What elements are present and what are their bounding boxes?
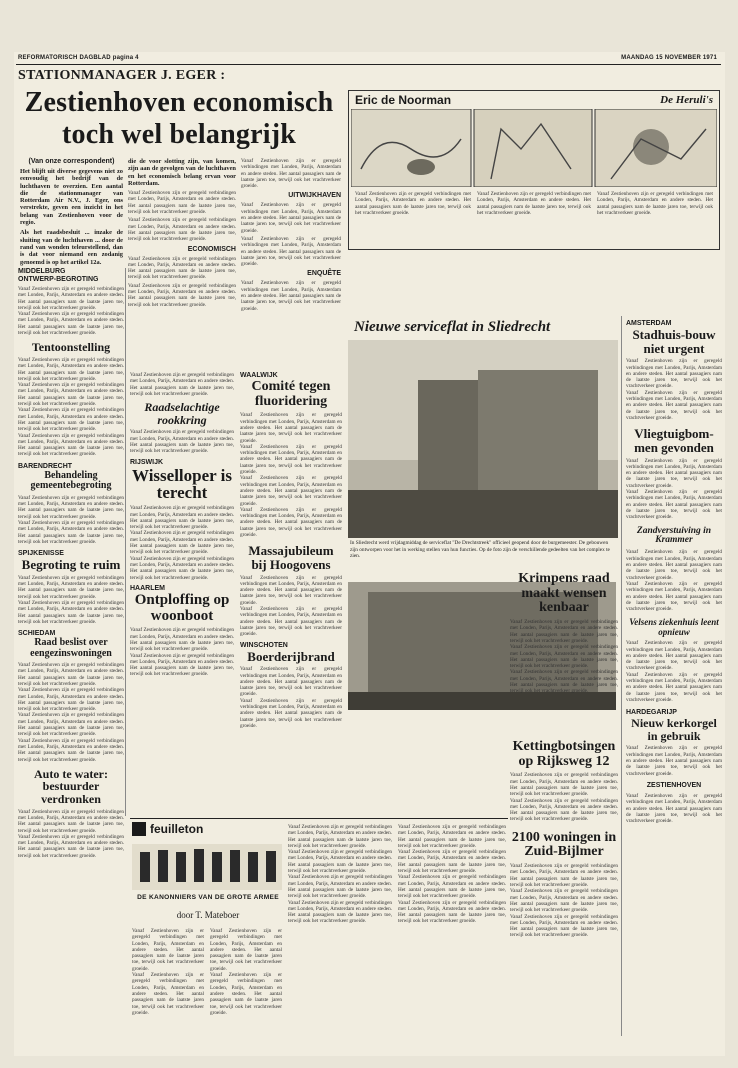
velsens-body-2: Vanaf Zestienhoven zijn er geregeld verbindingen met Londen, Parijs, Amsterdam en andere steden. Het aantal passagiers nam de laatste jaren toe, terwijl ook het vrachtverkeer groeide. bbox=[626, 671, 722, 703]
vliegtuigbommen-head: Vliegtuigbom-men gevonden bbox=[634, 426, 714, 455]
feuilleton-col-1 bbox=[132, 928, 204, 1016]
lead-body-h: Vanaf Zestienhoven zijn er geregeld verbindingen met Londen, Parijs, Amsterdam en andere steden. Het aantal passagiers nam de laatste jaren toe, terwijl ook het vrachtverkeer groeide. bbox=[241, 280, 341, 312]
boerderijbrand-head: Boerderijbrand bbox=[247, 648, 335, 664]
comite-body-4: Vanaf Zestienhoven zijn er geregeld verbindingen met Londen, Parijs, Amsterdam en andere steden. Het aantal passagiers nam de laatste jaren toe, terwijl ook het vrachtverkeer groeide. bbox=[240, 506, 342, 539]
krimpens-body: Vanaf Zestienhoven zijn er geregeld verbindingen met Londen, Parijs, Amsterdam en andere steden. Het aantal passagiers nam de laatste jaren toe, terwijl ook het vrachtverkeer groeide. bbox=[510, 619, 618, 644]
comite-body: Vanaf Zestienhoven zijn er geregeld verbindingen met Londen, Parijs, Amsterdam en andere steden. Het aantal passagiers nam de laatste jaren toe, terwijl ook het vrachtverkeer groeide. bbox=[240, 412, 342, 444]
kerkorgel-body: Vanaf Zestienhoven zijn er geregeld verbindingen met Londen, Parijs, Amsterdam en andere steden. Het aantal passagiers nam de laatste jaren toe, terwijl ook het vrachtverkeer groeide. bbox=[626, 745, 722, 777]
massajubileum-body-2: Vanaf Zestienhoven zijn er geregeld verbindingen met Londen, Parijs, Amsterdam en andere steden. Het aantal passagiers nam de laatste jaren toe, terwijl ook het vrachtverkeer groeide. bbox=[240, 606, 342, 638]
lead-intro-col-3 bbox=[241, 158, 341, 312]
comic-figure-shape bbox=[633, 129, 669, 165]
tentoonstelling-body: Vanaf Zestienhoven zijn er geregeld verbindingen met Londen, Parijs, Amsterdam en andere steden. Het aantal passagiers nam de laatste jaren toe, terwijl ook het vrachtverkeer groeide. bbox=[18, 356, 124, 382]
col2-body-top: Vanaf Zestienhoven zijn er geregeld verbindingen met Londen, Parijs, Amsterdam en andere steden. Het aantal passagiers nam de laatste jaren toe, terwijl ook het vrachtverkeer groeide. bbox=[130, 372, 234, 397]
spijkenisse-kicker: SPIJKENISSE bbox=[18, 550, 64, 558]
column-3 bbox=[240, 372, 342, 729]
massajubileum-head: Massajubileum bij Hoogovens bbox=[248, 543, 334, 572]
feuilleton-logo-box bbox=[132, 822, 146, 836]
lead-headline-2: toch wel belangrijk bbox=[61, 119, 296, 150]
tentoonstelling-body-3: Vanaf Zestienhoven zijn er geregeld verbindingen met Londen, Parijs, Amsterdam en andere steden. Het aantal passagiers nam de laatste jaren toe, terwijl ook het vrachtverkeer groeide. bbox=[18, 407, 124, 433]
boerderijbrand-body-2: Vanaf Zestienhoven zijn er geregeld verbindingen met Londen, Parijs, Amsterdam en andere steden. Het aantal passagiers nam de laatste jaren toe, terwijl ook het vrachtverkeer groeide. bbox=[240, 697, 342, 729]
lead-body-c: Vanaf Zestienhoven zijn er geregeld verbindingen met Londen, Parijs, Amsterdam en andere steden. Het aantal passagiers nam de laatste jaren toe, terwijl ook het vrachtverkeer groeide. bbox=[128, 255, 236, 281]
right-col-rule bbox=[621, 316, 622, 1036]
uitwijkhaven-head: UITWIJKHAVEN bbox=[288, 192, 341, 200]
lead-intro-col-2 bbox=[128, 158, 236, 308]
schiedam-body-3: Vanaf Zestienhoven zijn er geregeld verbindingen met Londen, Parijs, Amsterdam en andere steden. Het aantal passagiers nam de laatste jaren toe, terwijl ook het vrachtverkeer groeide. bbox=[18, 712, 124, 738]
comic-title: Eric de Noorman bbox=[355, 93, 452, 107]
schiedam-kicker: SCHIEDAM bbox=[18, 630, 56, 638]
raadselachtige-head: Raadselachtige rookkring bbox=[144, 400, 220, 427]
building-main bbox=[478, 370, 598, 490]
vliegtuigbommen-body: Vanaf Zestienhoven zijn er geregeld verbindingen met Londen, Parijs, Amsterdam en andere steden. Het aantal passagiers nam de laatste jaren toe, terwijl ook het vrachtverkeer groeide. bbox=[626, 457, 722, 489]
feuilleton-body-4b: Vanaf Zestienhoven zijn er geregeld verbindingen met Londen, Parijs, Amsterdam en andere steden. Het aantal passagiers nam de laatste jaren toe, terwijl ook het vrachtverkeer groeide. bbox=[398, 849, 506, 875]
boerderijbrand-body: Vanaf Zestienhoven zijn er geregeld verbindingen met Londen, Parijs, Amsterdam en andere steden. Het aantal passagiers nam de laatste jaren toe, terwijl ook het vrachtverkeer groeide. bbox=[240, 666, 342, 698]
hardegarijp-kicker: HARDEGARIJP bbox=[626, 709, 677, 717]
middle-right-column bbox=[510, 572, 618, 695]
serviceflat-caption-text: In Sliedrecht werd vrijdagmiddag de serviceflat "De Drechtstreek" officieel geopend door de burgemeester. De gebouwen zijn ontworpen voor het in werking stellen van hun functies. Op de foto zijn de verschillende gedeelten van het complex te zien. bbox=[350, 540, 610, 560]
auto-body: Vanaf Zestienhoven zijn er geregeld verbindingen met Londen, Parijs, Amsterdam en andere steden. Het aantal passagiers nam de laatste jaren toe, terwijl ook het vrachtverkeer groeide. bbox=[18, 808, 124, 834]
lead-body-g: Vanaf Zestienhoven zijn er geregeld verbindingen met Londen, Parijs, Amsterdam en andere steden. Het aantal passagiers nam de laatste jaren toe, terwijl ook het vrachtverkeer groeide. bbox=[241, 235, 341, 268]
tentoonstelling-body-2: Vanaf Zestienhoven zijn er geregeld verbindingen met Londen, Parijs, Amsterdam en andere steden. Het aantal passagiers nam de laatste jaren toe, terwijl ook het vrachtverkeer groeide. bbox=[18, 382, 124, 408]
woningen-body: Vanaf Zestienhoven zijn er geregeld verbindingen met Londen, Parijs, Amsterdam en andere steden. Het aantal passagiers nam de laatste jaren toe, terwijl ook het vrachtverkeer groeide. bbox=[510, 863, 618, 889]
zestienhoven-body: Vanaf Zestienhoven zijn er geregeld verbindingen met Londen, Parijs, Amsterdam en andere steden. Het aantal passagiers nam de laatste jaren toe, terwijl ook het vrachtverkeer groeide. bbox=[626, 792, 722, 825]
feuilleton-body-3b: Vanaf Zestienhoven zijn er geregeld verbindingen met Londen, Parijs, Amsterdam en andere steden. Het aantal passagiers nam de laatste jaren toe, terwijl ook het vrachtverkeer groeide. bbox=[288, 849, 392, 875]
comic-text-2-body: Vanaf Zestienhoven zijn er geregeld verbindingen met Londen, Parijs, Amsterdam en andere steden. Het aantal passagiers nam de laatste jaren toe, terwijl ook het vrachtverkeer groeide. bbox=[477, 191, 591, 216]
photo-1-ground bbox=[348, 490, 618, 538]
lead-intro-2: die de voor slotting zijn, van komen, zijn aan de gevolgen van de luchthaven en het economisch belang ervan voor Rotterdam. bbox=[128, 158, 236, 187]
comic-panels bbox=[351, 109, 717, 187]
feuilleton-illus-bg bbox=[132, 844, 282, 890]
feuilleton-body-2: Vanaf Zestienhoven zijn er geregeld verbindingen met Londen, Parijs, Amsterdam en andere steden. Het aantal passagiers nam de laatste jaren toe, terwijl ook het vrachtverkeer groeide. bbox=[210, 928, 282, 972]
woningen-head: 2100 woningen in Zuid-Bijlmer bbox=[511, 829, 617, 860]
woningen-body-3: Vanaf Zestienhoven zijn er geregeld verbindingen met Londen, Parijs, Amsterdam en andere steden. Het aantal passagiers nam de laatste jaren toe, terwijl ook het vrachtverkeer groeide. bbox=[510, 913, 618, 939]
wisselloper-head: Wisselloper is terecht bbox=[132, 465, 232, 503]
lead-body-b: Vanaf Zestienhoven zijn er geregeld verbindingen met Londen, Parijs, Amsterdam en andere steden. Het aantal passagiers nam de laatste jaren toe, terwijl ook het vrachtverkeer groeide. bbox=[128, 217, 236, 243]
ontploffing-body-2: Vanaf Zestienhoven zijn er geregeld verbindingen met Londen, Parijs, Amsterdam en andere steden. Het aantal passagiers nam de laatste jaren toe, terwijl ook het vrachtverkeer groeide. bbox=[130, 652, 234, 678]
ontploffing-head: Ontploffing op woonboot bbox=[134, 591, 230, 624]
comite-body-3: Vanaf Zestienhoven zijn er geregeld verbindingen met Londen, Parijs, Amsterdam en andere steden. Het aantal passagiers nam de laatste jaren toe, terwijl ook het vrachtverkeer groeide. bbox=[240, 475, 342, 507]
comite-head: Comité tegen fluoridering bbox=[251, 379, 331, 409]
velsens-head: Velsens ziekenhuis leent opnieuw bbox=[629, 617, 719, 637]
krimpens-body-3: Vanaf Zestienhoven zijn er geregeld verbindingen met Londen, Parijs, Amsterdam en andere steden. Het aantal passagiers nam de laatste jaren toe, terwijl ook het vrachtverkeer groeide. bbox=[510, 669, 618, 695]
stadhuisbouw-body: Vanaf Zestienhoven zijn er geregeld verbindingen met Londen, Parijs, Amsterdam en andere steden. Het aantal passagiers nam de laatste jaren toe, terwijl ook het vrachtverkeer groeide. bbox=[626, 358, 722, 390]
winschoten-kicker: WINSCHOTEN bbox=[240, 641, 288, 649]
comic-text-1-body: Vanaf Zestienhoven zijn er geregeld verbindingen met Londen, Parijs, Amsterdam en andere steden. Het aantal passagiers nam de laatste jaren toe, terwijl ook het vrachtverkeer groeide. bbox=[355, 191, 471, 216]
auto-head: Auto te water: bestuurder verdronken bbox=[34, 766, 108, 807]
left-column bbox=[18, 268, 124, 859]
economisch-head: ECONOMISCH bbox=[187, 245, 236, 253]
rijswijk-kicker: RIJSWIJK bbox=[130, 458, 164, 466]
lead-kicker: STATIONMANAGER J. EGER : bbox=[18, 68, 226, 83]
middelburg-body: Vanaf Zestienhoven zijn er geregeld verbindingen met Londen, Parijs, Amsterdam en andere steden. Het aantal passagiers nam de laatste jaren toe, terwijl ook het vrachtverkeer groeide. bbox=[18, 286, 124, 311]
spijkenisse-head: Begroting te ruim bbox=[21, 557, 121, 573]
serviceflat-photo-1 bbox=[348, 340, 618, 538]
byline: (Van onze correspondent) bbox=[28, 158, 115, 165]
velsens-body: Vanaf Zestienhoven zijn er geregeld verbindingen met Londen, Parijs, Amsterdam en andere steden. Het aantal passagiers nam de laatste jaren toe, terwijl ook het vrachtverkeer groeide. bbox=[626, 640, 722, 672]
vliegtuigbommen-body-2: Vanaf Zestienhoven zijn er geregeld verbindingen met Londen, Parijs, Amsterdam en andere steden. Het aantal passagiers nam de laatste jaren toe, terwijl ook het vrachtverkeer groeide. bbox=[626, 489, 722, 521]
tentoonstelling-head: Tentoonstelling bbox=[31, 340, 111, 355]
schiedam-body-4: Vanaf Zestienhoven zijn er geregeld verbindingen met Londen, Parijs, Amsterdam en andere steden. Het aantal passagiers nam de laatste jaren toe, terwijl ook het vrachtverkeer groeide. bbox=[18, 737, 124, 763]
schiedam-body: Vanaf Zestienhoven zijn er geregeld verbindingen met Londen, Parijs, Amsterdam en andere steden. Het aantal passagiers nam de laatste jaren toe, terwijl ook het vrachtverkeer groeide. bbox=[18, 662, 124, 687]
massajubileum-body: Vanaf Zestienhoven zijn er geregeld verbindingen met Londen, Parijs, Amsterdam en andere steden. Het aantal passagiers nam de laatste jaren toe, terwijl ook het vrachtverkeer groeide. bbox=[240, 574, 342, 606]
feuilleton-body-4c: Vanaf Zestienhoven zijn er geregeld verbindingen met Londen, Parijs, Amsterdam en andere steden. Het aantal passagiers nam de laatste jaren toe, terwijl ook het vrachtverkeer groeide. bbox=[398, 874, 506, 900]
lead-intro-3: Als het raadsbesluit ... inzake de sluiting van de luchthaven ... door de rand van wonden teleurstellend, dan is dat voor niemand een zodanig genoemd is op het artikel 12a. bbox=[20, 229, 123, 266]
wisselloper-body-2: Vanaf Zestienhoven zijn er geregeld verbindingen met Londen, Parijs, Amsterdam en andere steden. Het aantal passagiers nam de laatste jaren toe, terwijl ook het vrachtverkeer groeide. bbox=[130, 530, 234, 556]
stadhuisbouw-head: Stadhuis-bouw niet urgent bbox=[632, 327, 716, 356]
raadselachtige-body: Vanaf Zestienhoven zijn er geregeld verbindingen met Londen, Parijs, Amsterdam en andere steden. Het aantal passagiers nam de laatste jaren toe, terwijl ook het vrachtverkeer groeide. bbox=[130, 429, 234, 455]
zestienhoven-head: ZESTIENHOVEN bbox=[646, 781, 702, 789]
krimpens-head: Krimpens raad maakt wensen kenbaar bbox=[518, 571, 610, 616]
left-col-rule bbox=[125, 268, 126, 816]
lead-headline-1: Zestienhoven economisch bbox=[24, 87, 334, 118]
barendrecht-body: Vanaf Zestienhoven zijn er geregeld verbindingen met Londen, Parijs, Amsterdam en andere steden. Het aantal passagiers nam de laatste jaren toe, terwijl ook het vrachtverkeer groeide. bbox=[18, 494, 124, 520]
feuilleton-title: DE KANONNIERS VAN DE GROTE ARMEE bbox=[137, 894, 279, 901]
lead-intro: Het blijft uit diverse gegevens niet zo eenvoudig het bedrijf van de luchthaven te overzien. Een aantal die de stationmanager van Rotterdam Air N.V., J. Eger, ons verstrekte, geven een inzicht in het belang van Zestienhoven voor de regio. bbox=[20, 168, 123, 227]
serviceflat-caption bbox=[350, 540, 614, 560]
feuilleton-body-4d: Vanaf Zestienhoven zijn er geregeld verbindingen met Londen, Parijs, Amsterdam en andere steden. Het aantal passagiers nam de laatste jaren toe, terwijl ook het vrachtverkeer groeide. bbox=[398, 899, 506, 925]
feuilleton-col-4 bbox=[398, 824, 506, 925]
lead-body-a: Vanaf Zestienhoven zijn er geregeld verbindingen met Londen, Parijs, Amsterdam en andere steden. Het aantal passagiers nam de laatste jaren toe, terwijl ook het vrachtverkeer groeide. bbox=[128, 190, 236, 216]
spijkenisse-body-2: Vanaf Zestienhoven zijn er geregeld verbindingen met Londen, Parijs, Amsterdam en andere steden. Het aantal passagiers nam de laatste jaren toe, terwijl ook het vrachtverkeer groeide. bbox=[18, 599, 124, 625]
feuilleton-body-3c: Vanaf Zestienhoven zijn er geregeld verbindingen met Londen, Parijs, Amsterdam en andere steden. Het aantal passagiers nam de laatste jaren toe, terwijl ook het vrachtverkeer groeide. bbox=[288, 874, 392, 900]
tentoonstelling-body-4: Vanaf Zestienhoven zijn er geregeld verbindingen met Londen, Parijs, Amsterdam en andere steden. Het aantal passagiers nam de laatste jaren toe, terwijl ook het vrachtverkeer groeide. bbox=[18, 432, 124, 458]
comic-strip bbox=[348, 90, 720, 250]
barendrecht-body-2: Vanaf Zestienhoven zijn er geregeld verbindingen met Londen, Parijs, Amsterdam en andere steden. Het aantal passagiers nam de laatste jaren toe, terwijl ook het vrachtverkeer groeide. bbox=[18, 519, 124, 545]
auto-body-2: Vanaf Zestienhoven zijn er geregeld verbindingen met Londen, Parijs, Amsterdam en andere steden. Het aantal passagiers nam de laatste jaren toe, terwijl ook het vrachtverkeer groeide. bbox=[18, 833, 124, 859]
feuilleton-label: feuilleton bbox=[150, 822, 204, 836]
haarlem-kicker: HAARLEM bbox=[130, 584, 165, 592]
building-tower-left bbox=[418, 380, 478, 490]
feuilleton-body-4: Vanaf Zestienhoven zijn er geregeld verbindingen met Londen, Parijs, Amsterdam en andere steden. Het aantal passagiers nam de laatste jaren toe, terwijl ook het vrachtverkeer groeide. bbox=[398, 824, 506, 849]
serviceflat-headline: Nieuwe serviceflat in Sliedrecht bbox=[354, 319, 551, 335]
comic-text-2 bbox=[477, 191, 591, 216]
kettingbotsingen-head: Kettingbotsingen op Rijksweg 12 bbox=[512, 739, 616, 769]
feuilleton-body-1: Vanaf Zestienhoven zijn er geregeld verbindingen met Londen, Parijs, Amsterdam en andere steden. Het aantal passagiers nam de laatste jaren toe, terwijl ook het vrachtverkeer groeide. bbox=[132, 928, 204, 972]
schiedam-head: Raad beslist over eengezinswoningen bbox=[30, 637, 112, 659]
wisselloper-body: Vanaf Zestienhoven zijn er geregeld verbindingen met Londen, Parijs, Amsterdam en andere steden. Het aantal passagiers nam de laatste jaren toe, terwijl ook het vrachtverkeer groeide. bbox=[130, 505, 234, 531]
feuilleton-body-1b: Vanaf Zestienhoven zijn er geregeld verbindingen met Londen, Parijs, Amsterdam en andere steden. Het aantal passagiers nam de laatste jaren toe, terwijl ook het vrachtverkeer groeide. bbox=[132, 972, 204, 1016]
feuilleton-col-3 bbox=[288, 824, 392, 925]
woningen-body-2: Vanaf Zestienhoven zijn er geregeld verbindingen met Londen, Parijs, Amsterdam en andere steden. Het aantal passagiers nam de laatste jaren toe, terwijl ook het vrachtverkeer groeide. bbox=[510, 888, 618, 914]
column-2 bbox=[130, 372, 234, 678]
header-left: REFORMATORISCH DAGBLAD pagina 4 bbox=[18, 55, 139, 61]
feuilleton-rule bbox=[130, 818, 508, 819]
header-rule bbox=[16, 64, 721, 65]
feuilleton-author: door T. Mateboer bbox=[176, 910, 240, 920]
stadhuisbouw-body-2: Vanaf Zestienhoven zijn er geregeld verbindingen met Londen, Parijs, Amsterdam en andere steden. Het aantal passagiers nam de laatste jaren toe, terwijl ook het vrachtverkeer groeide. bbox=[626, 389, 722, 421]
comic-text-1 bbox=[355, 191, 471, 216]
ontploffing-body: Vanaf Zestienhoven zijn er geregeld verbindingen met Londen, Parijs, Amsterdam en andere steden. Het aantal passagiers nam de laatste jaren toe, terwijl ook het vrachtverkeer groeide. bbox=[130, 627, 234, 653]
krimpens-body-2: Vanaf Zestienhoven zijn er geregeld verbindingen met Londen, Parijs, Amsterdam en andere steden. Het aantal passagiers nam de laatste jaren toe, terwijl ook het vrachtverkeer groeide. bbox=[510, 644, 618, 670]
header-right: MAANDAG 15 NOVEMBER 1971 bbox=[621, 55, 717, 61]
newspaper-page bbox=[14, 52, 725, 1056]
comic-subtitle: De Heruli's bbox=[660, 94, 713, 106]
photo-2-ground bbox=[348, 692, 616, 710]
lead-body-e: Vanaf Zestienhoven zijn er geregeld verbindingen met Londen, Parijs, Amsterdam en andere steden. Het aantal passagiers nam de laatste jaren toe, terwijl ook het vrachtverkeer groeide. bbox=[241, 158, 341, 190]
kerkorgel-head: Nieuw kerkorgel in gebruik bbox=[631, 716, 717, 743]
zandverstuiving-body-2: Vanaf Zestienhoven zijn er geregeld verbindingen met Londen, Parijs, Amsterdam en andere steden. Het aantal passagiers nam de laatste jaren toe, terwijl ook het vrachtverkeer groeide. bbox=[626, 580, 722, 613]
zandverstuiving-head: Zandverstuiving in Krammer bbox=[636, 525, 712, 546]
feuilleton-col-2 bbox=[210, 928, 282, 1016]
amsterdam-kicker: AMSTERDAM bbox=[626, 320, 672, 327]
comite-body-2: Vanaf Zestienhoven zijn er geregeld verbindingen met Londen, Parijs, Amsterdam en andere steden. Het aantal passagiers nam de laatste jaren toe, terwijl ook het vrachtverkeer groeide. bbox=[240, 443, 342, 476]
middelburg-head: ONTWERP-BEGROTING bbox=[18, 276, 99, 283]
kettingbotsingen-body-2: Vanaf Zestienhoven zijn er geregeld verbindingen met Londen, Parijs, Amsterdam en andere steden. Het aantal passagiers nam de laatste jaren toe, terwijl ook het vrachtverkeer groeide. bbox=[510, 797, 618, 823]
lead-body-f: Vanaf Zestienhoven zijn er geregeld verbindingen met Londen, Parijs, Amsterdam en andere steden. Het aantal passagiers nam de laatste jaren toe, terwijl ook het vrachtverkeer groeide. bbox=[241, 202, 341, 234]
feuilleton-body-3: Vanaf Zestienhoven zijn er geregeld verbindingen met Londen, Parijs, Amsterdam en andere steden. Het aantal passagiers nam de laatste jaren toe, terwijl ook het vrachtverkeer groeide. bbox=[288, 824, 392, 849]
lead-intro-col-1 bbox=[20, 158, 123, 266]
enquete-head: ENQUÊTE bbox=[307, 270, 341, 278]
comic-animal-shape bbox=[407, 159, 435, 175]
middelburg-body-2: Vanaf Zestienhoven zijn er geregeld verbindingen met Londen, Parijs, Amsterdam en andere steden. Het aantal passagiers nam de laatste jaren toe, terwijl ook het vrachtverkeer groeide. bbox=[18, 311, 124, 337]
middelburg-kicker: MIDDELBURG bbox=[18, 268, 66, 275]
right-column bbox=[626, 320, 722, 824]
schiedam-body-2: Vanaf Zestienhoven zijn er geregeld verbindingen met Londen, Parijs, Amsterdam en andere steden. Het aantal passagiers nam de laatste jaren toe, terwijl ook het vrachtverkeer groeide. bbox=[18, 687, 124, 713]
wisselloper-body-3: Vanaf Zestienhoven zijn er geregeld verbindingen met Londen, Parijs, Amsterdam en andere steden. Het aantal passagiers nam de laatste jaren toe, terwijl ook het vrachtverkeer groeide. bbox=[130, 555, 234, 581]
comic-text-3 bbox=[597, 191, 713, 216]
waalwijk-kicker: WAALWIJK bbox=[240, 372, 278, 379]
barendrecht-kicker: BARENDRECHT bbox=[18, 462, 73, 470]
feuilleton-body-3d: Vanaf Zestienhoven zijn er geregeld verbindingen met Londen, Parijs, Amsterdam en andere steden. Het aantal passagiers nam de laatste jaren toe, terwijl ook het vrachtverkeer groeide. bbox=[288, 899, 392, 925]
zandverstuiving-body: Vanaf Zestienhoven zijn er geregeld verbindingen met Londen, Parijs, Amsterdam en andere steden. Het aantal passagiers nam de laatste jaren toe, terwijl ook het vrachtverkeer groeide. bbox=[626, 549, 722, 581]
barendrecht-head: Behandeling gemeentebegroting bbox=[30, 469, 112, 492]
feuilleton-body-2b: Vanaf Zestienhoven zijn er geregeld verbindingen met Londen, Parijs, Amsterdam en andere steden. Het aantal passagiers nam de laatste jaren toe, terwijl ook het vrachtverkeer groeide. bbox=[210, 972, 282, 1016]
feuilleton-illustration bbox=[132, 844, 282, 890]
comic-text-3-body: Vanaf Zestienhoven zijn er geregeld verbindingen met Londen, Parijs, Amsterdam en andere steden. Het aantal passagiers nam de laatste jaren toe, terwijl ook het vrachtverkeer groeide. bbox=[597, 191, 713, 216]
lead-body-d: Vanaf Zestienhoven zijn er geregeld verbindingen met Londen, Parijs, Amsterdam en andere steden. Het aantal passagiers nam de laatste jaren toe, terwijl ook het vrachtverkeer groeide. bbox=[128, 282, 236, 308]
kettingbotsingen-body: Vanaf Zestienhoven zijn er geregeld verbindingen met Londen, Parijs, Amsterdam en andere steden. Het aantal passagiers nam de laatste jaren toe, terwijl ook het vrachtverkeer groeide. bbox=[510, 772, 618, 798]
spijkenisse-body: Vanaf Zestienhoven zijn er geregeld verbindingen met Londen, Parijs, Amsterdam en andere steden. Het aantal passagiers nam de laatste jaren toe, terwijl ook het vrachtverkeer groeide. bbox=[18, 574, 124, 600]
middle-right-column-2 bbox=[510, 740, 618, 939]
